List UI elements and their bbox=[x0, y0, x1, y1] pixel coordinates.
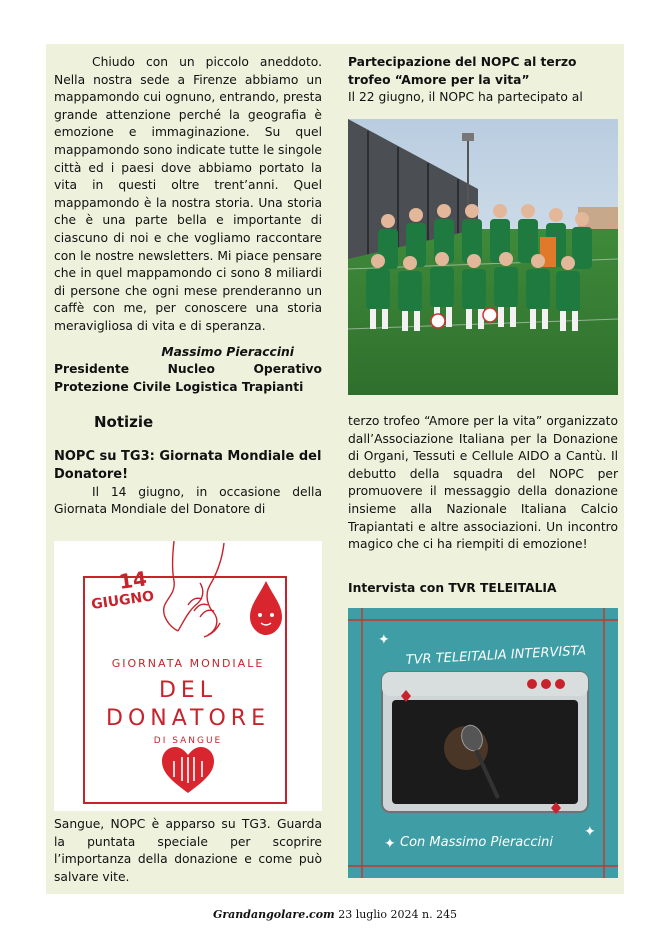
tvr-interview-card bbox=[348, 608, 618, 878]
poster-date-day: 14 bbox=[117, 566, 149, 594]
trophy-text-2: terzo trofeo “Amore per la vita” organizzato dall’Associazione Italiana per la Donazione di Organi, Tessuti e Cellule AIDO a Cantù. Il debutto della squadra del NOPC per promuovere il messaggio della donazione insieme alla Nazionale Italiana Calcio Trapiantati e altre associazioni. Un incontro magico che ci ha riempiti di emozione! bbox=[348, 414, 618, 552]
poster-line-3: DONATORE bbox=[106, 706, 270, 731]
tvr-card-graphic bbox=[348, 608, 618, 878]
signature-name: Massimo Pieraccini bbox=[161, 344, 294, 359]
sparkle-icon: ✦ bbox=[384, 836, 396, 852]
holding-hands-icon bbox=[164, 541, 224, 637]
team-photo-graphic bbox=[348, 119, 618, 395]
blood-donor-day-poster bbox=[54, 541, 322, 811]
tv-window-icon bbox=[382, 672, 588, 814]
tg3-heading: NOPC su TG3: Giornata Mondiale del Donatore! bbox=[54, 448, 322, 482]
poster-graphic bbox=[54, 541, 322, 811]
trophy-heading: Partecipazione del NOPC al terzo trofeo “Amore per la vita” bbox=[348, 55, 577, 87]
sparkle-icon: ✦ bbox=[584, 824, 596, 840]
left-column bbox=[54, 54, 322, 519]
ball-icon bbox=[483, 308, 497, 322]
anecdote-paragraph: Chiudo con un piccolo aneddoto. Nella nostra sede a Firenze abbiamo un mappamondo cui ognuno, entrando, presta grande attenzione perché la geografia è emozione e immaginazione. Su quel mappamondo sono indicate tutte le singole città ed i paesi dove abbiamo portato la vita in questi oltre trent’anni. Quel mappamondo è la nostra storia. Una storia che è una parte bella e importante di ciascuno di noi e che vogliamo raccontare con le nostre newsletters. Mi piace pensare che in quel mappamondo ci sono 8 miliardi di persone che ogni mese prenderanno un caffè con me, per conoscere una storia meravigliosa di vita e di speranza. bbox=[54, 55, 322, 333]
tg3-text-2: Sangue, NOPC è apparso su TG3. Guarda la puntata speciale per scoprire l’importanza della donazione e come può salvare vite. bbox=[54, 817, 322, 884]
poster-line-4: DI SANGUE bbox=[153, 736, 223, 746]
sparkle-icon: ✦ bbox=[378, 632, 390, 648]
tg3-text-1: Il 14 giugno, in occasione della Giornata Mondiale del Donatore di bbox=[54, 484, 322, 517]
ball-icon bbox=[431, 314, 445, 328]
footer-site[interactable]: Grandangolare.com bbox=[212, 908, 335, 921]
section-title: Notizie bbox=[94, 413, 154, 432]
poster-line-1: GIORNATA MONDIALE bbox=[111, 657, 265, 670]
interview-heading: Intervista con TVR TELEITALIA bbox=[348, 581, 557, 595]
trophy-intro bbox=[348, 54, 618, 107]
page-footer bbox=[0, 908, 670, 921]
tvr-card-title: TVR TELEITALIA INTERVISTA bbox=[405, 643, 587, 668]
trophy-text-1: Il 22 giugno, il NOPC ha partecipato al bbox=[348, 90, 583, 105]
date-badge bbox=[90, 566, 155, 613]
tvr-card-subtitle: Con Massimo Pieraccini bbox=[400, 835, 554, 850]
blood-drop-icon bbox=[250, 581, 282, 635]
poster-date-month: GIUGNO bbox=[90, 588, 156, 613]
team-photo bbox=[348, 119, 618, 395]
footer-date: 23 luglio 2024 n. 245 bbox=[338, 908, 458, 921]
signature-role: Presidente Nucleo Operativo Protezione Civile Logistica Trapianti bbox=[54, 362, 322, 394]
poster-line-2: DEL bbox=[158, 678, 218, 703]
heart-hands-icon bbox=[162, 747, 214, 793]
